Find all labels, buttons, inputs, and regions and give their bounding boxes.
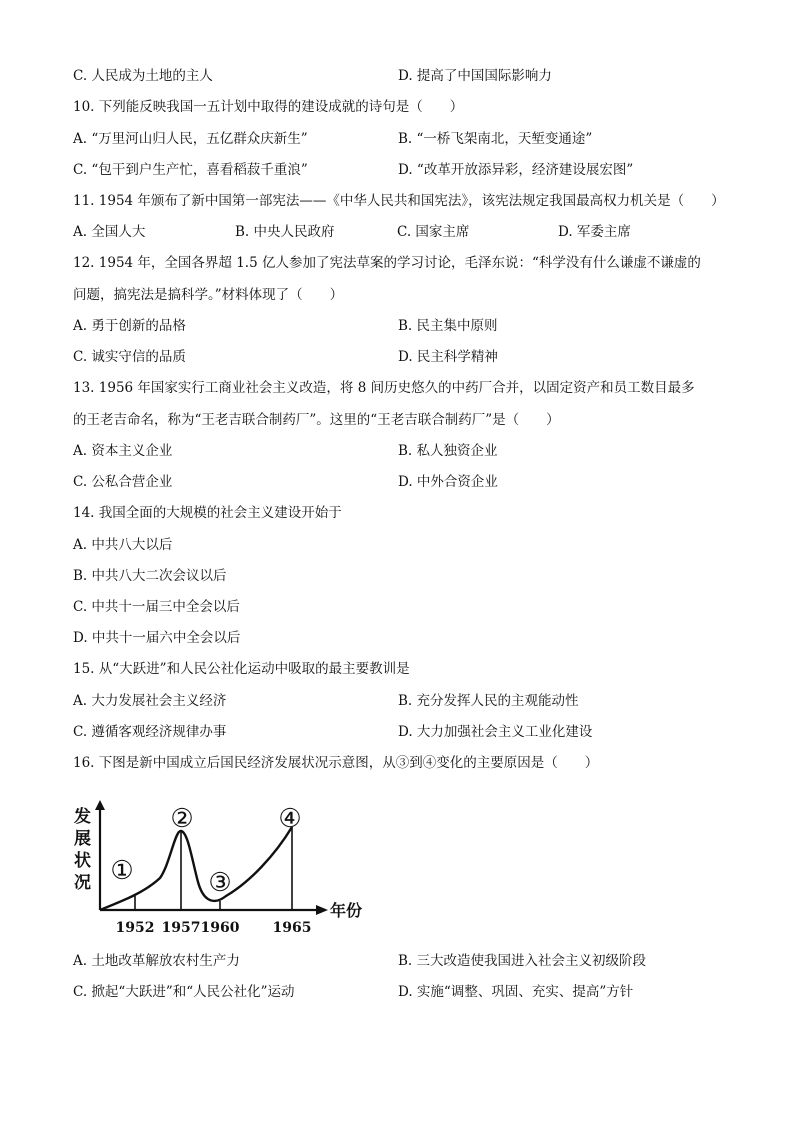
marker-1952: ① xyxy=(110,856,134,886)
q11-option-b: B. 中央人民政府 xyxy=(235,224,335,240)
x-tick-1957: 1957 xyxy=(161,920,201,936)
q9-option-c: C. 人民成为土地的主人 xyxy=(73,68,213,84)
q16-option-c: C. 掀起“大跃进”和“人民公社化”运动 xyxy=(73,984,295,1000)
q12-option-d: D. 民主科学精神 xyxy=(398,349,498,365)
x-axis-label: 年份 xyxy=(330,901,363,920)
q14-option-d: D. 中共十一届六中全会以后 xyxy=(73,630,241,646)
y-axis-label-char: 况 xyxy=(74,873,91,893)
q12-option-b: B. 民主集中原则 xyxy=(398,318,498,334)
q12-option-c: C. 诚实守信的品质 xyxy=(73,349,186,365)
q10-option-d: D. “改革开放添异彩，经济建设展宏图” xyxy=(398,162,634,178)
q11-option-d: D. 军委主席 xyxy=(558,224,631,240)
q13-option-b: B. 私人独资企业 xyxy=(398,443,498,459)
q15-option-a: A. 大力发展社会主义经济 xyxy=(73,693,227,709)
q15-stem: 15. 从“大跃进”和人民公社化运动中吸取的最主要教训是 xyxy=(73,661,410,677)
q14-stem: 14. 我国全面的大规模的社会主义建设开始于 xyxy=(73,505,342,521)
q12-option-a: A. 勇于创新的品格 xyxy=(73,318,186,334)
economy-development-chart xyxy=(70,800,375,942)
q13-option-a: A. 资本主义企业 xyxy=(73,443,173,459)
q11-option-c: C. 国家主席 xyxy=(397,224,470,240)
q16-option-b: B. 三大改造使我国进入社会主义初级阶段 xyxy=(398,953,647,969)
q12-stem-line2: 问题，搞宪法是搞科学。”材料体现了（ ） xyxy=(73,287,344,303)
x-axis-arrow xyxy=(316,905,328,915)
marker-1965: ④ xyxy=(278,804,302,834)
q14-option-c: C. 中共十一届三中全会以后 xyxy=(73,599,240,615)
q14-option-a: A. 中共八大以后 xyxy=(73,537,173,553)
y-axis-label-char: 发 xyxy=(74,807,91,827)
q13-stem-line2: 的王老吉命名，称为“王老吉联合制药厂”。这里的“王老吉联合制药厂”是（ ） xyxy=(73,412,560,428)
q15-option-b: B. 充分发挥人民的主观能动性 xyxy=(398,693,579,709)
q10-option-c: C. “包干到户生产忙，喜看稻菽千重浪” xyxy=(73,162,308,178)
q11-option-a: A. 全国人大 xyxy=(73,224,146,240)
q13-stem-line1: 13. 1956 年国家实行工商业社会主义改造，将 8 间历史悠久的中药厂合并，以固定资产和员工数目最多 xyxy=(73,380,695,396)
y-axis-label xyxy=(73,806,91,893)
q9-option-d: D. 提高了中国国际影响力 xyxy=(398,68,552,84)
q10-option-b: B. “一桥飞架南北，天堑变通途” xyxy=(398,131,593,147)
q10-stem: 10. 下列能反映我国一五计划中取得的建设成就的诗句是（ ） xyxy=(73,99,464,115)
y-axis-label-char: 状 xyxy=(74,851,91,871)
marker-1960: ③ xyxy=(208,868,232,898)
marker-1957: ② xyxy=(170,804,194,834)
q11-stem: 11. 1954 年颁布了新中国第一部宪法——《中华人民共和国宪法》，该宪法规定我国最高权力机关是（ ） xyxy=(73,193,725,209)
y-axis-label-char: 展 xyxy=(74,829,91,849)
x-tick-1952: 1952 xyxy=(115,920,155,936)
x-tick-1965: 1965 xyxy=(272,920,312,936)
q16-stem: 16. 下图是新中国成立后国民经济发展状况示意图，从③到④变化的主要原因是（ ） xyxy=(73,755,599,771)
q16-option-a: A. 土地改革解放农村生产力 xyxy=(73,953,240,969)
q13-option-d: D. 中外合资企业 xyxy=(398,474,498,490)
q10-option-a: A. “万里河山归人民，五亿群众庆新生” xyxy=(73,131,308,147)
q12-stem-line1: 12. 1954 年，全国各界超 1.5 亿人参加了宪法草案的学习讨论，毛泽东说：“科学没有什么谦虚不谦虚的 xyxy=(73,255,701,271)
q15-option-d: D. 大力加强社会主义工业化建设 xyxy=(398,724,593,740)
y-axis-arrow xyxy=(95,800,105,810)
q15-option-c: C. 遵循客观经济规律办事 xyxy=(73,724,227,740)
q16-option-d: D. 实施“调整、巩固、充实、提高”方针 xyxy=(398,984,634,1000)
q13-option-c: C. 公私合营企业 xyxy=(73,474,173,490)
q14-option-b: B. 中共八大二次会议以后 xyxy=(73,568,227,584)
x-tick-1960: 1960 xyxy=(200,920,240,936)
